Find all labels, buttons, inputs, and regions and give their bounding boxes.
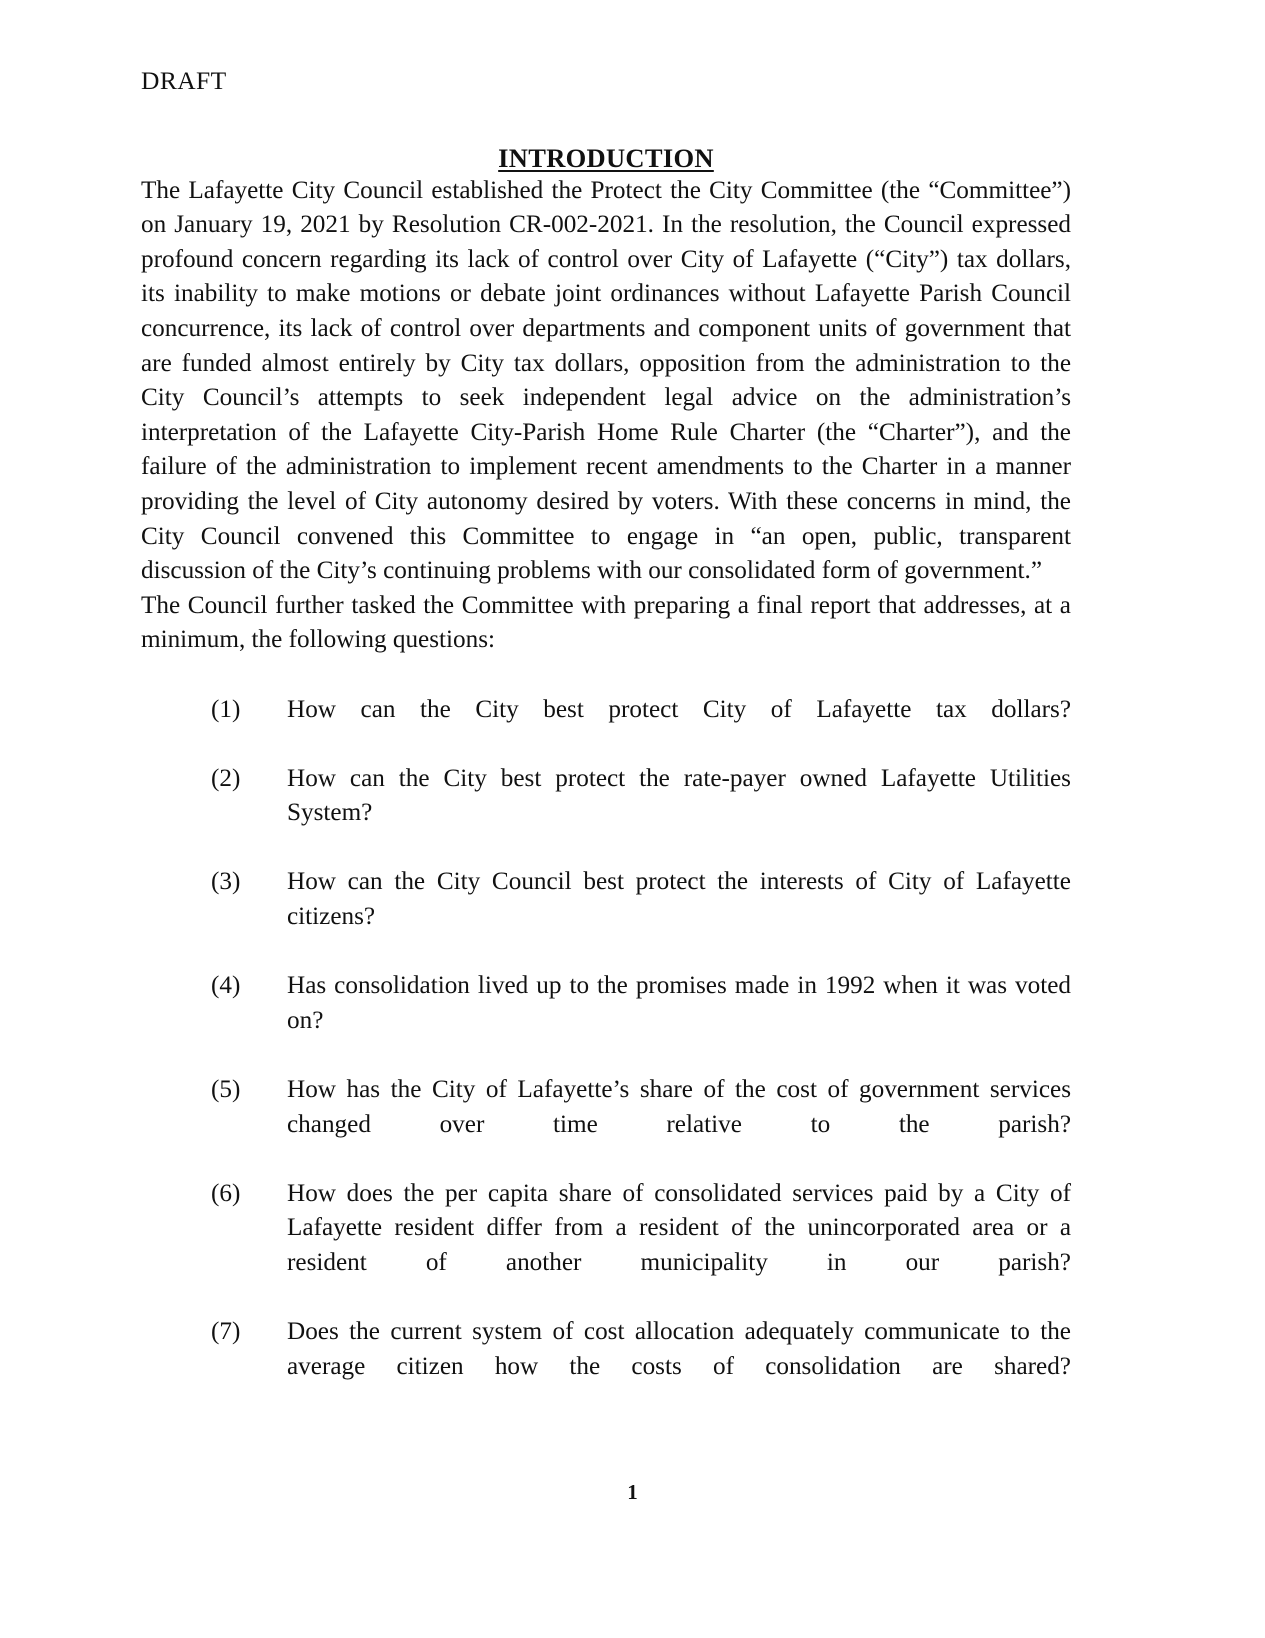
list-item xyxy=(211,762,1071,866)
list-item-marker: (6) xyxy=(211,1179,241,1207)
list-item xyxy=(211,865,1071,969)
section-title-text: INTRODUCTION xyxy=(498,142,714,173)
list-item-text: Has consolidation lived up to the promises made in 1992 when it was voted on? xyxy=(287,972,1071,1034)
list-item-marker: (3) xyxy=(211,868,241,896)
list-item xyxy=(211,693,1071,762)
page-number: 1 xyxy=(627,1480,638,1504)
list-item-text: How can the City Council best protect the interests of City of Lafayette citizens? xyxy=(287,868,1071,931)
list-item-text: How can the City best protect City of Lafayette tax dollars? xyxy=(287,695,1071,723)
list-item xyxy=(211,1073,1071,1177)
list-item-text: Does the current system of cost allocation adequately communicate to the average citizen how the costs of consolidation are shared? xyxy=(287,1318,1071,1380)
list-item xyxy=(211,969,1071,1073)
list-item-marker: (2) xyxy=(211,764,241,792)
list-item-marker: (5) xyxy=(211,1076,241,1104)
questions-list xyxy=(211,693,1071,1419)
tasked-paragraph: The Council further tasked the Committee with preparing a final report that addresses, at a minimum, the following questions: xyxy=(141,591,1071,654)
page-title xyxy=(141,143,1071,174)
list-item-text: How does the per capita share of consolidated services paid by a City of Lafayette resident differ from a resident of the unincorporated area or a resident of another municipality in our parish? xyxy=(287,1179,1071,1276)
list-item-marker: (4) xyxy=(211,972,241,1000)
list-item-marker: (1) xyxy=(211,695,241,723)
introduction-paragraph: The Lafayette City Council established the Protect the City Committee (the “Committee”) on January 19, 2021 by Resolution CR-002-2021. In the resolution, the Council expressed profound concern regarding its lack of control over City of Lafayette (“City”) tax dollars, its inability to make motions or debate joint ordinances without Lafayette Parish Council concurrence, its lack of control over departments and component units of government that are funded almost entirely by City tax dollars, opposition from the administration to the City Council’s attempts to seek independent legal advice on the administration’s interpretation of the Lafayette City-Parish Home Rule Charter (the “Charter”), and the failure of the administration to implement recent amendments to the Charter in a manner providing the level of City autonomy desired by voters. With these concerns in mind, the City Council convened this Committee to engage in “an open, public, transparent discussion of the City’s continuing problems with our consolidated form of government.” xyxy=(141,176,1071,585)
draft-status-header: DRAFT xyxy=(141,66,227,95)
list-item-text: How can the City best protect the rate-payer owned Lafayette Utilities System? xyxy=(287,764,1071,827)
list-item-marker: (7) xyxy=(211,1318,241,1346)
page-content xyxy=(141,0,1071,1419)
list-item xyxy=(211,1315,1071,1419)
list-item xyxy=(211,1177,1071,1315)
list-item-text: How has the City of Lafayette’s share of the cost of government services changed over time relative to the parish? xyxy=(287,1076,1071,1138)
